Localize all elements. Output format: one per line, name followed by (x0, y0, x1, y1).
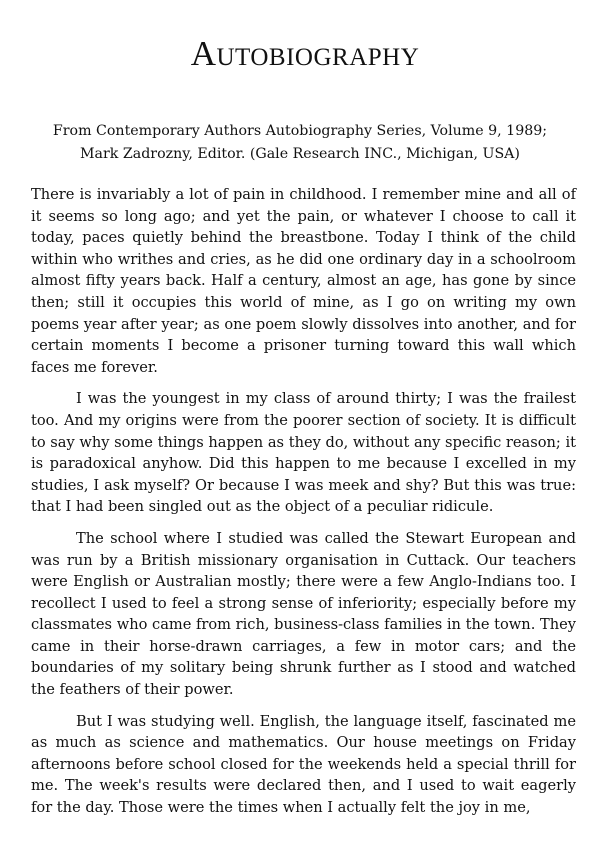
page-title: Autobiography (190, 34, 420, 73)
source-line-1: From Contemporary Authors Autobiography Series, Volume 9, 1989; (52, 123, 548, 139)
paragraph: The school where I studied was called the Stewart European and was run by a British missionary organisation in Cuttack. Our teachers were English or Australian mostly; there were a few Anglo-Indians too. I recollect I used to feel a strong sense of inferiority; especially before my classmates who came from rich, business-class families in the town. They came in their horse-drawn carriages, a few in motor cars; and the boundaries of my solitary being shrunk further as I stood and watched the feathers of their power. (31, 529, 576, 699)
paragraph: There is invariably a lot of pain in childhood. I remember mine and all of it seems so long ago; and yet the pain, or whatever I choose to call it today, paces quietly behind the breastbone. Today I think of the child within who writhes and cries, as he did one ordinary day in a schoolroom almost fifty years back. Half a century, almost an age, has gone by since then; still it occupies this world of mine, as I go on writing my own poems year after year; as one poem slowly dissolves into another, and for certain moments I become a prisoner turning toward this wall which faces me forever. (31, 186, 576, 376)
source-line-2: Mark Zadrozny, Editor. (Gale Research INC., Michigan, USA) (80, 146, 520, 162)
paragraph: I was the youngest in my class of around thirty; I was the frailest too. And my origins were from the poorer section of society. It is difficult to say why some things happen as they do, without any specific reason; it is paradoxical anyhow. Did this happen to me because I excelled in my studies, I ask myself? Or because I was meek and shy? But this was true: that I had been singled out as the object of a peculiar ridicule. (31, 390, 576, 516)
body-text (31, 184, 576, 829)
paragraph: But I was studying well. English, the language itself, fascinated me as much as science and mathematics. Our house meetings on Friday afternoons before school closed for the weekends held a special thrill for me. The week's results were declared then, and I used to wait eagerly for the day. Those were the times when I actually felt the joy in me, (31, 712, 576, 817)
source-citation (0, 120, 600, 166)
